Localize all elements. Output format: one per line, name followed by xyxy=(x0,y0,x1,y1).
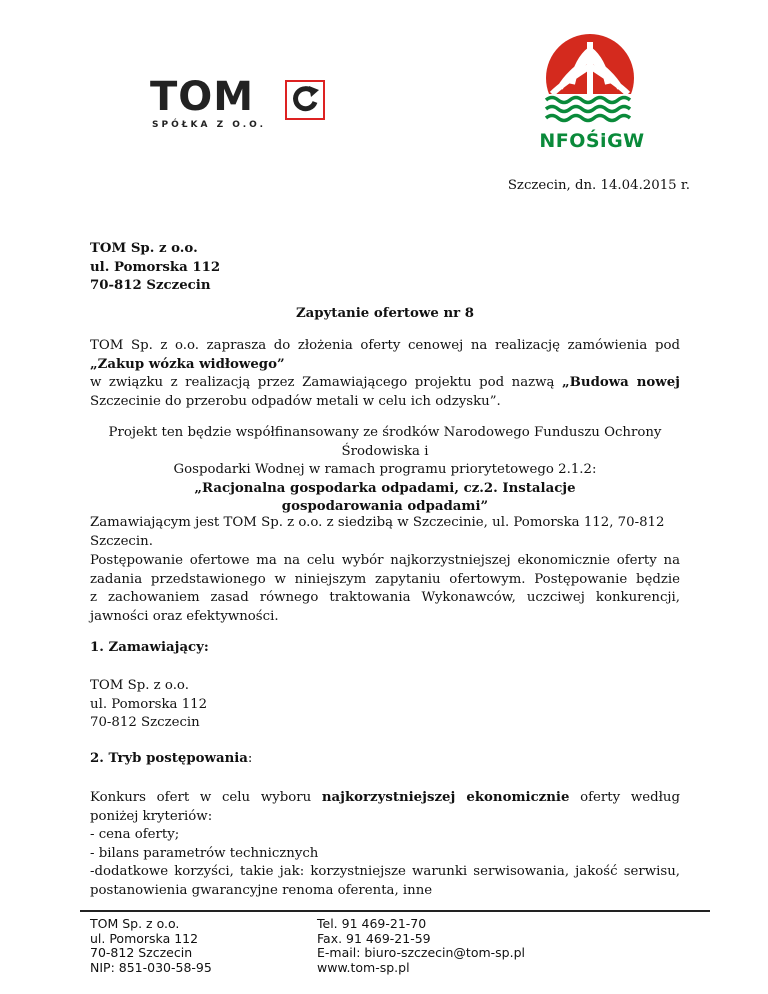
section-1-street: ul. Pomorska 112 xyxy=(90,696,208,712)
section-2-heading xyxy=(90,750,252,769)
intro-paragraph xyxy=(90,337,680,411)
program-name-line-2: gospodarowania odpadami” xyxy=(281,499,489,514)
section-1-address xyxy=(90,677,207,733)
recipient-name: TOM Sp. z o.o. xyxy=(90,241,198,256)
program-name-line-1: „Racjonalna gospodarka odpadami, cz.2. Instalacje xyxy=(194,480,576,496)
procedure-line-4: jawności oraz efektywności. xyxy=(90,608,279,624)
procedure-paragraph xyxy=(90,552,680,626)
tom-logo xyxy=(150,74,330,132)
footer-email[interactable]: E-mail: biuro-szczecin@tom-sp.pl xyxy=(317,945,525,960)
footer-company: TOM Sp. z o.o. xyxy=(90,916,180,931)
section-1-heading: 1. Zamawiający: xyxy=(90,640,209,655)
intro-line-3-text: w związku z realizacją przez Zamawiającego projektu pod nazwą xyxy=(90,375,563,390)
date-line: Szczecin, dn. 14.04.2015 r. xyxy=(507,178,690,193)
section-2-body xyxy=(90,789,680,900)
tom-logo-text: TOM xyxy=(150,74,255,120)
footer-phone: Tel. 91 469-21-70 xyxy=(317,916,427,931)
footer-left xyxy=(90,917,212,975)
footer-divider xyxy=(80,910,710,912)
nfosigw-logo-text: NFOŚiGW xyxy=(539,130,645,152)
footer-right xyxy=(317,917,525,975)
section-2-line-2: poniżej kryteriów: xyxy=(90,808,213,824)
section-2-heading-colon: : xyxy=(247,751,253,766)
order-title: „Zakup wózka widłowego” xyxy=(90,356,285,372)
recipient-street: ul. Pomorska 112 xyxy=(90,259,221,275)
project-name-part-1: „Budowa nowej xyxy=(562,375,680,390)
project-name-part-2: Szczecinie do przerobu odpadów metali w celu ich odzysku”. xyxy=(90,393,501,409)
section-2-line-1 xyxy=(90,789,680,808)
project-line-2: Gospodarki Wodnej w ramach programu priorytetowego 2.1.2: xyxy=(173,462,597,477)
procedure-line-3: z zachowaniem zasad równego traktowania Wykonawców, uczciwej konkurencji, xyxy=(90,590,680,605)
recipient-address xyxy=(90,240,220,296)
criteria-item: - bilans parametrów technicznych xyxy=(90,845,319,861)
nfosigw-emblem-icon xyxy=(532,32,652,130)
recipient-city: 70-812 Szczecin xyxy=(90,278,211,293)
section-2-line-6: postanowienia gwarancyjne renoma oferenta, inne xyxy=(90,882,433,898)
section-2-line-1-bold: najkorzystniejszej ekonomicznie xyxy=(321,790,570,805)
section-2-line-1-a: Konkurs ofert w celu wyboru xyxy=(90,790,322,805)
intro-line-1: TOM Sp. z o.o. zaprasza do złożenia oferty cenowej na realizację zamówienia pod xyxy=(90,338,680,353)
footer-street: ul. Pomorska 112 xyxy=(90,930,199,946)
footer-city: 70-812 Szczecin xyxy=(90,945,193,960)
project-line-1: Projekt ten będzie współfinansowany ze środków Narodowego Funduszu Ochrony Środowiska i xyxy=(108,425,662,459)
section-1-city: 70-812 Szczecin xyxy=(90,715,200,730)
document-title: Zapytanie ofertowe nr 8 xyxy=(295,306,475,321)
footer-website[interactable]: www.tom-sp.pl xyxy=(317,959,410,975)
section-2-line-1-c: oferty według xyxy=(580,790,680,805)
project-paragraph xyxy=(90,424,680,517)
section-2-heading-text: 2. Tryb postępowania xyxy=(90,751,248,766)
criteria-item: - cena oferty; xyxy=(90,827,180,842)
footer-nip: NIP: 851-030-58-95 xyxy=(90,959,212,975)
intro-line-3 xyxy=(90,374,680,393)
section-1-name: TOM Sp. z o.o. xyxy=(90,678,189,693)
recycle-arrow-icon xyxy=(285,80,325,120)
nfosigw-logo xyxy=(532,32,652,150)
tom-logo-subtitle: SPÓŁKA Z O.O. xyxy=(152,120,266,130)
procedure-line-2: zadania przedstawionego w niniejszym zapytaniu ofertowym. Postępowanie będzie xyxy=(90,571,680,587)
procedure-line-1: Postępowanie ofertowe ma na celu wybór najkorzystniejszej ekonomicznie oferty na xyxy=(90,553,680,568)
footer-fax: Fax. 91 469-21-59 xyxy=(317,930,431,946)
ordering-party-paragraph: Zamawiającym jest TOM Sp. z o.o. z siedzibą w Szczecinie, ul. Pomorska 112, 70-812 Szczecin. xyxy=(90,515,665,549)
section-2-line-5: -dodatkowe korzyści, takie jak: korzystniejsze warunki serwisowania, jakość serwisu, xyxy=(90,864,680,879)
